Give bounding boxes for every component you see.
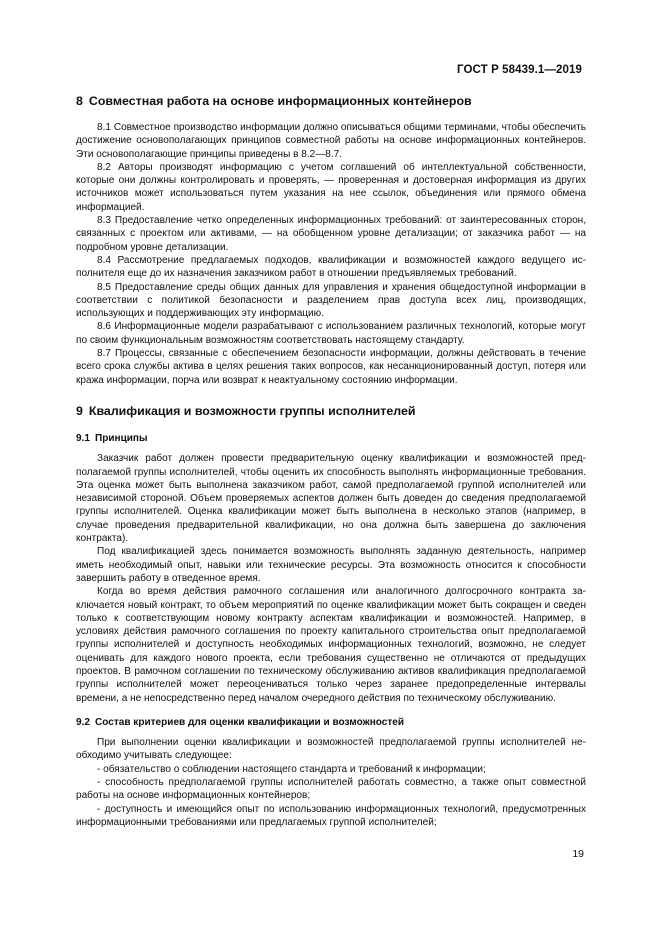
section-8-heading: 8 Совместная работа на основе информационных контейнеров [76,94,472,108]
paragraph-8-3: 8.3 Предоставление четко определенных информационных требований: от заинтересованных сторон, связанных с проектом или активами, — на обобщенном уровне детализации; от заказчика работ — на подробном уровне детализации. [76,215,586,253]
list-item: - обязательство о соблюдении настоящего стандарта и требований к информации; [97,763,486,775]
subsection-9-2-body [76,736,586,829]
section-9-heading: 9 Квалификация и возможности группы исполнителей [76,403,416,418]
page-content [76,93,586,829]
paragraph-9-1-c: Когда во время действия рамочного соглашения или аналогичного долгосрочного контракта заключается новый контракт, то объем мероприятий по оценке квалификации может быть сокращен и сведен только к соответствующим новому контракту аспектам квалификации и возможностей. Например, в условиях действия рамочного соглашения по проекту капитального строительства опыт предполагаемой группы исполнителей и доступность необходимых информационных технологий, возможно, не следует оценивать для каждого нового проекта, если требования существенно не отличаются от предыдущих проектов. В рамочном соглашении по техническому обслуживанию активов квалификация предполагаемой группы исполнителей может переоцениваться только через заранее предопределенные интервалы времени, а не непосредственно перед началом очередного действия по техническому обслуживанию. [76,586,586,704]
paragraph-8-4: 8.4 Рассмотрение предлагаемых подходов, квалификации и возможностей каждого ведущего исполнителя еще до их назначения заказчиком работ в отношении предъявляемых требований. [76,254,586,280]
page-number: 19 [572,848,584,860]
subsection-9-1-heading: 9.1 Принципы [76,432,148,444]
subsection-9-2-heading: 9.2 Состав критериев для оценки квалификации и возможностей [76,716,405,728]
paragraph-8-7: 8.7 Процессы, связанные с обеспечением безопасности информации, должны действовать в течение всего срока службы актива в целях решения таких вопросов, как несанкционированный доступ, потеря или кража информации, порча или возврат к неактуальному состоянию информации. [76,348,586,386]
paragraph-8-5: 8.5 Предоставление среды общих данных для управления и хранения общедоступной информации в соответствии с политикой безопасности и разделением прав доступа всех лиц, производящих, использующих и поддерживающих эту информацию. [76,281,586,320]
paragraph-9-1-a: Заказчик работ должен провести предварительную оценку квалификации и возможностей предполагаемой группы исполнителей, чтобы оценить их способность выполнять информационные требования. Эта оценка может быть выполнена заказчиком работ, самой предполагаемой группой исполнителей или независимой стороной. Объем проверяемых аспектов должен быть доведен до сведения предполагаемой группы исполнителей. Оценка квалификации может быть выполнена в несколько этапов (например, в случае проведения предварительной квалификации, но она должна быть завершена до заключения контракта). [76,453,586,545]
standard-designation: ГОСТ Р 58439.1—2019 [457,64,582,76]
paragraph-8-1: 8.1 Совместное производство информации должно описываться общими терминами, чтобы обеспечить достижение основополагающих принципов совместной работы на основе информационных контейнеров. Эти основополагающие принципы приведены в 8.2—8.7. [76,122,586,160]
list-item: - доступность и имеющийся опыт по использованию информационных технологий, предусмотренных информационными требованиями или предлагаемых группой исполнителей; [76,803,586,828]
paragraph-9-2-intro: При выполнении оценки квалификации и возможностей предполагаемой группы исполнителей необходимо учитывать следующее: [76,737,586,762]
subsection-9-1-body [76,452,586,705]
paragraph-8-6: 8.6 Информационные модели разрабатывают с использованием различных технологий, которые могут по своим функциональным возможностям соответствовать настоящему стандарту. [76,321,586,346]
section-8-body [76,121,586,387]
list-item: - способность предполагаемой группы исполнителей работать совместно, а также опыт совместной работы на основе информационных контейнеров; [76,777,586,802]
paragraph-8-2: 8.2 Авторы производят информацию с учетом соглашений об интеллектуальной собственности, которые они должны контролировать и проверять, — проверенная и достоверная информация из других источников может использоваться путем указания на нее ссылок, объединения или прямого обмена информацией. [76,161,586,213]
paragraph-9-1-b: Под квалификацией здесь понимается возможность выполнять заданную деятельность, например иметь необходимый опыт, навыки или технические ресурсы. Эта возможность относится к способности завершить работу в отведенное время. [76,546,586,584]
